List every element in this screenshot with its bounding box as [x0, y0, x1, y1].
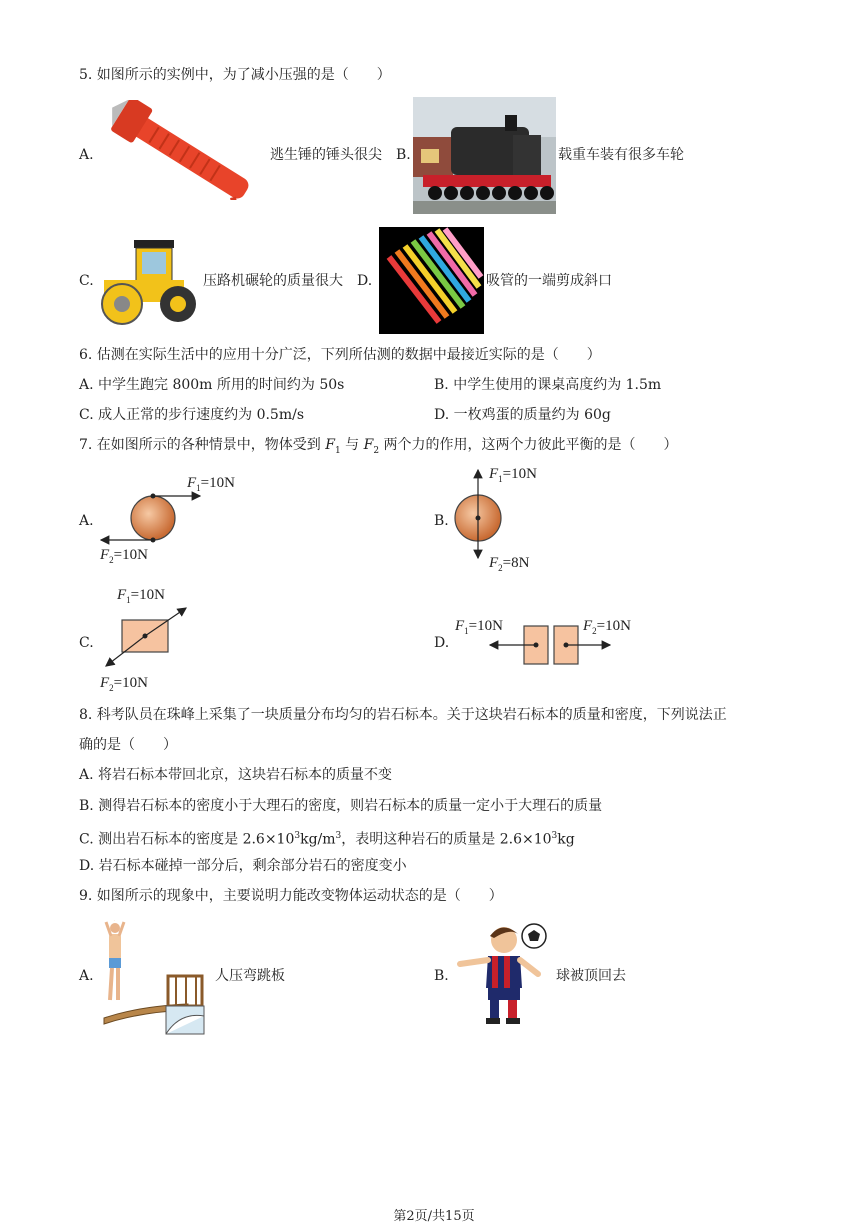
q7-option-b-letter: B.: [434, 513, 449, 529]
q6-option-b: B. 中学生使用的课桌高度约为 1.5m: [434, 377, 662, 393]
q8-option-c: C. 测出岩石标本的密度是 $2.6\times 10^3kg/m^3$，表明这种岩石的质量是 $2.6\times 10^3kg$: [79, 831, 575, 848]
q7a-f1-label: $F_1=10N$: [187, 475, 235, 493]
q7-option-a-letter: A.: [79, 513, 94, 529]
q7c-f1-label: $F_1=10N$: [117, 587, 165, 605]
q9-option-b-text: 球被顶回去: [556, 968, 626, 984]
q6-option-d: D. 一枚鸡蛋的质量约为 60g: [434, 407, 611, 423]
q9-stem: 9. 如图所示的现象中，主要说明力能改变物体运动状态的是（ ）: [79, 888, 503, 904]
diving-board-image: [100, 920, 205, 1035]
q8-option-a: A. 将岩石标本带回北京，这块岩石标本的质量不变: [79, 767, 393, 783]
page-footer: 第2页/共15页: [393, 1209, 475, 1224]
q8-stem-line2: 确的是（ ）: [79, 737, 177, 753]
q7d-f1-label: $F_1=10N$: [455, 618, 503, 636]
q5-option-b-text: 载重车装有很多车轮: [558, 147, 684, 163]
escape-hammer-image: [100, 100, 260, 200]
road-roller-image: [96, 238, 200, 328]
q5-option-d-text: 吸管的一端剪成斜口: [486, 273, 612, 289]
q5-option-a-text: 逃生锤的锤头很尖: [270, 147, 382, 163]
q8-option-b: B. 测得岩石标本的密度小于大理石的密度，则岩石标本的质量一定小于大理石的质量: [79, 798, 603, 814]
q5-option-a-letter: A.: [79, 147, 94, 163]
q6-option-c: C. 成人正常的步行速度约为 0.5m/s: [79, 407, 305, 423]
q7c-force-diagram: [100, 600, 200, 680]
q7d-f2-label: $F_2=10N$: [583, 618, 631, 636]
q9-option-a-letter: A.: [79, 968, 94, 984]
heading-ball-image: [452, 918, 552, 1026]
q7b-f2-label: $F_2=8N$: [489, 555, 530, 573]
q5-option-b-letter: B.: [396, 147, 411, 163]
q6-option-a: A. 中学生跑完 800m 所用的时间约为 50s: [79, 377, 345, 393]
heavy-truck-image: [413, 97, 556, 214]
q8-stem-line1: 8. 科考队员在珠峰上采集了一块质量分布均匀的岩石标本。关于这块岩石标本的质量和密度，下列说法正: [79, 707, 727, 723]
q8-option-d: D. 岩石标本碰掉一部分后，剩余部分岩石的密度变小: [79, 858, 407, 874]
straws-image: [379, 227, 484, 334]
q7-stem: 7. 在如图所示的各种情景中，物体受到 $F_1$ 与 $F_2$ 两个力的作用，这两个力彼此平衡的是（ ）: [79, 437, 678, 456]
q9-option-a-text: 人压弯跳板: [215, 968, 285, 984]
q5-option-c-letter: C.: [79, 273, 94, 289]
q7-option-d-letter: D.: [434, 635, 450, 651]
q7b-f1-label: $F_1=10N$: [489, 466, 537, 484]
q7c-f2-label: $F_2=10N$: [100, 675, 148, 693]
q7a-f2-label: $F_2=10N$: [100, 547, 148, 565]
q5-stem: 5. 如图所示的实例中，为了减小压强的是（ ）: [79, 67, 391, 83]
q6-stem: 6. 估测在实际生活中的应用十分广泛，下列所估测的数据中最接近实际的是（ ）: [79, 347, 601, 363]
q9-option-b-letter: B.: [434, 968, 449, 984]
q5-option-d-letter: D.: [357, 273, 373, 289]
q7-option-c-letter: C.: [79, 635, 94, 651]
q5-option-c-text: 压路机碾轮的质量很大: [203, 273, 343, 289]
